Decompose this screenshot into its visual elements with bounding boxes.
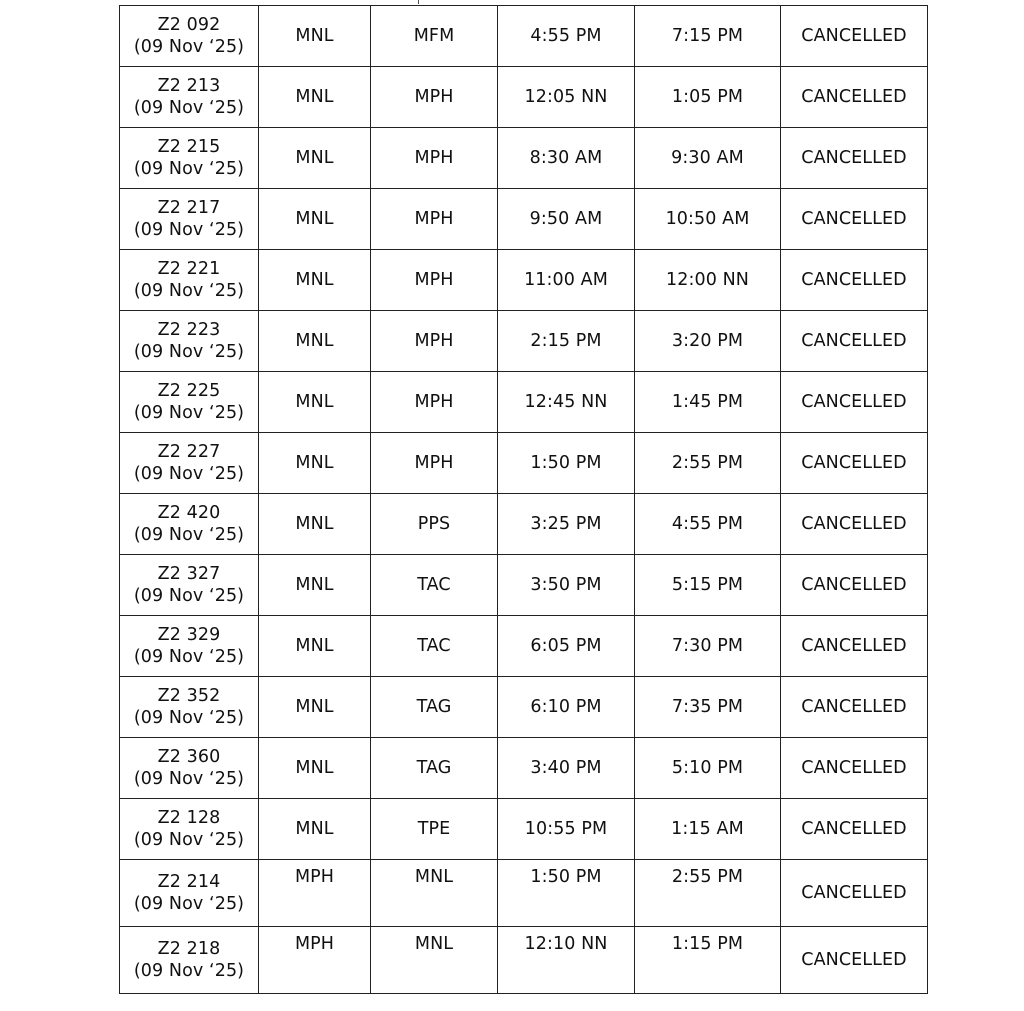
flight-number: Z2 214 [157, 872, 221, 892]
table-row [120, 616, 928, 677]
flight-cell [120, 860, 259, 927]
flight-number: Z2 213 [157, 76, 221, 96]
status-cell: CANCELLED [781, 677, 928, 738]
origin-cell: MNL [259, 311, 371, 372]
status-cell: CANCELLED [781, 250, 928, 311]
flight-date: (09 Nov ‘25) [133, 769, 245, 789]
departure-time-cell: 3:50 PM [498, 555, 635, 616]
flight-cell [120, 67, 259, 128]
destination-cell: TAC [371, 555, 498, 616]
flight-number: Z2 218 [157, 939, 221, 959]
flight-number: Z2 217 [157, 198, 221, 218]
flight-date: (09 Nov ‘25) [133, 37, 245, 57]
destination-cell: MPH [371, 128, 498, 189]
flight-number: Z2 215 [157, 137, 221, 157]
departure-time-cell: 2:15 PM [498, 311, 635, 372]
status-cell: CANCELLED [781, 67, 928, 128]
table-row [120, 799, 928, 860]
origin-cell: MNL [259, 799, 371, 860]
destination-cell: MFM [371, 6, 498, 67]
flight-number: Z2 225 [157, 381, 221, 401]
arrival-time-cell: 3:20 PM [635, 311, 781, 372]
flight-date: (09 Nov ‘25) [133, 647, 245, 667]
flight-date: (09 Nov ‘25) [133, 830, 245, 850]
table-row [120, 433, 928, 494]
status-cell: CANCELLED [781, 799, 928, 860]
flight-date: (09 Nov ‘25) [133, 342, 245, 362]
destination-cell: MNL [371, 927, 498, 994]
arrival-time-cell: 7:30 PM [635, 616, 781, 677]
arrival-time-cell: 7:35 PM [635, 677, 781, 738]
flight-cell [120, 128, 259, 189]
arrival-time-cell: 7:15 PM [635, 6, 781, 67]
status-cell: CANCELLED [781, 738, 928, 799]
arrival-time-cell: 5:10 PM [635, 738, 781, 799]
status-cell: CANCELLED [781, 372, 928, 433]
flight-number: Z2 327 [157, 564, 221, 584]
destination-cell: TAC [371, 616, 498, 677]
departure-time-cell: 4:55 PM [498, 6, 635, 67]
table-row [120, 311, 928, 372]
status-cell: CANCELLED [781, 311, 928, 372]
flight-number: Z2 227 [157, 442, 221, 462]
destination-cell: MPH [371, 311, 498, 372]
departure-time-cell: 3:25 PM [498, 494, 635, 555]
departure-time-cell: 3:40 PM [498, 738, 635, 799]
status-cell: CANCELLED [781, 6, 928, 67]
arrival-time-cell: 1:45 PM [635, 372, 781, 433]
page-edge-mark [418, 0, 419, 4]
flight-cell [120, 311, 259, 372]
status-cell: CANCELLED [781, 128, 928, 189]
flight-number: Z2 329 [157, 625, 221, 645]
flight-number: Z2 420 [157, 503, 221, 523]
table-row [120, 372, 928, 433]
origin-cell: MNL [259, 738, 371, 799]
origin-cell: MNL [259, 372, 371, 433]
arrival-time-cell: 5:15 PM [635, 555, 781, 616]
flight-number: Z2 221 [157, 259, 221, 279]
departure-time-cell: 1:50 PM [498, 433, 635, 494]
flight-cell [120, 677, 259, 738]
departure-time-cell: 11:00 AM [498, 250, 635, 311]
destination-cell: TAG [371, 677, 498, 738]
flight-cell [120, 927, 259, 994]
flight-cancellation-table-container [119, 5, 927, 994]
flight-cell [120, 6, 259, 67]
flight-cell [120, 494, 259, 555]
origin-cell: MNL [259, 189, 371, 250]
table-row [120, 189, 928, 250]
flight-cell [120, 433, 259, 494]
arrival-time-cell: 1:15 PM [635, 927, 781, 994]
departure-time-cell: 9:50 AM [498, 189, 635, 250]
flight-cell [120, 616, 259, 677]
table-row [120, 250, 928, 311]
departure-time-cell: 6:05 PM [498, 616, 635, 677]
arrival-time-cell: 9:30 AM [635, 128, 781, 189]
table-row [120, 677, 928, 738]
destination-cell: MPH [371, 67, 498, 128]
origin-cell: MNL [259, 67, 371, 128]
flight-number: Z2 352 [157, 686, 221, 706]
destination-cell: TAG [371, 738, 498, 799]
arrival-time-cell: 2:55 PM [635, 860, 781, 927]
origin-cell: MNL [259, 494, 371, 555]
flight-number: Z2 360 [157, 747, 221, 767]
status-cell: CANCELLED [781, 494, 928, 555]
flight-date: (09 Nov ‘25) [133, 525, 245, 545]
flight-cell [120, 372, 259, 433]
table-row [120, 738, 928, 799]
table-row [120, 555, 928, 616]
table-row [120, 6, 928, 67]
flight-number: Z2 128 [157, 808, 221, 828]
table-row [120, 128, 928, 189]
origin-cell: MNL [259, 616, 371, 677]
flight-date: (09 Nov ‘25) [133, 464, 245, 484]
flight-cell [120, 189, 259, 250]
flight-cell [120, 555, 259, 616]
table-row [120, 860, 928, 927]
flight-number: Z2 223 [157, 320, 221, 340]
flight-date: (09 Nov ‘25) [133, 586, 245, 606]
table-row [120, 67, 928, 128]
departure-time-cell: 6:10 PM [498, 677, 635, 738]
destination-cell: MNL [371, 860, 498, 927]
flight-date: (09 Nov ‘25) [133, 281, 245, 301]
origin-cell: MNL [259, 555, 371, 616]
flight-date: (09 Nov ‘25) [133, 403, 245, 423]
origin-cell: MPH [259, 860, 371, 927]
origin-cell: MPH [259, 927, 371, 994]
arrival-time-cell: 4:55 PM [635, 494, 781, 555]
status-cell: CANCELLED [781, 927, 928, 994]
origin-cell: MNL [259, 433, 371, 494]
status-cell: CANCELLED [781, 433, 928, 494]
departure-time-cell: 12:45 NN [498, 372, 635, 433]
departure-time-cell: 12:10 NN [498, 927, 635, 994]
flight-cell [120, 799, 259, 860]
flight-date: (09 Nov ‘25) [133, 98, 245, 118]
flight-cancellation-table [119, 5, 928, 994]
arrival-time-cell: 1:05 PM [635, 67, 781, 128]
origin-cell: MNL [259, 6, 371, 67]
status-cell: CANCELLED [781, 860, 928, 927]
flight-date: (09 Nov ‘25) [133, 708, 245, 728]
destination-cell: MPH [371, 250, 498, 311]
destination-cell: MPH [371, 189, 498, 250]
flight-number: Z2 092 [157, 15, 221, 35]
table-body [120, 6, 928, 994]
flight-date: (09 Nov ‘25) [133, 961, 245, 981]
departure-time-cell: 1:50 PM [498, 860, 635, 927]
arrival-time-cell: 12:00 NN [635, 250, 781, 311]
flight-cell [120, 738, 259, 799]
destination-cell: PPS [371, 494, 498, 555]
arrival-time-cell: 1:15 AM [635, 799, 781, 860]
status-cell: CANCELLED [781, 189, 928, 250]
destination-cell: MPH [371, 372, 498, 433]
status-cell: CANCELLED [781, 555, 928, 616]
departure-time-cell: 12:05 NN [498, 67, 635, 128]
origin-cell: MNL [259, 677, 371, 738]
flight-date: (09 Nov ‘25) [133, 894, 245, 914]
flight-date: (09 Nov ‘25) [133, 220, 245, 240]
destination-cell: MPH [371, 433, 498, 494]
table-row [120, 494, 928, 555]
table-row [120, 927, 928, 994]
arrival-time-cell: 10:50 AM [635, 189, 781, 250]
flight-date: (09 Nov ‘25) [133, 159, 245, 179]
flight-cell [120, 250, 259, 311]
destination-cell: TPE [371, 799, 498, 860]
origin-cell: MNL [259, 128, 371, 189]
status-cell: CANCELLED [781, 616, 928, 677]
origin-cell: MNL [259, 250, 371, 311]
departure-time-cell: 10:55 PM [498, 799, 635, 860]
departure-time-cell: 8:30 AM [498, 128, 635, 189]
arrival-time-cell: 2:55 PM [635, 433, 781, 494]
